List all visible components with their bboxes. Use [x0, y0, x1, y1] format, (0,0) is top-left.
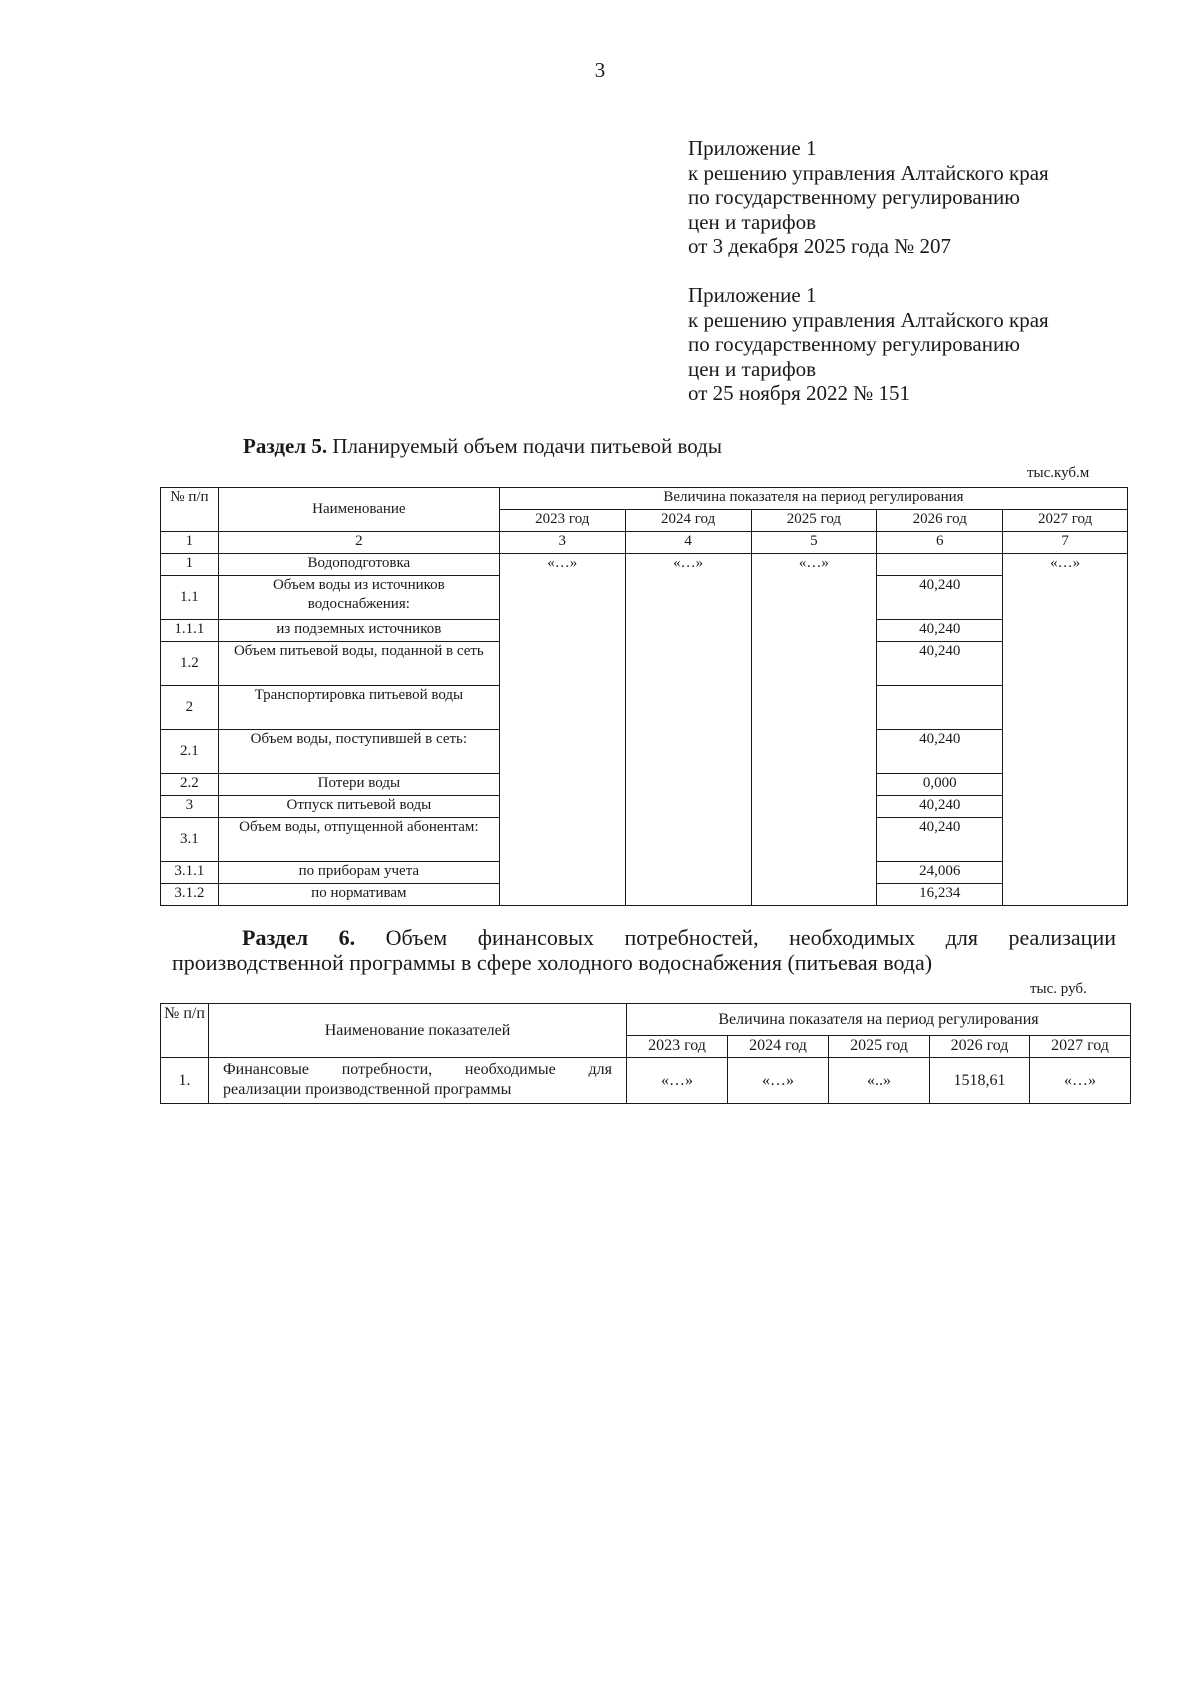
- header-year: 2024 год: [625, 510, 751, 532]
- row-name: Объем воды, отпущенной абонентам:: [218, 818, 499, 862]
- row-num: 2.2: [161, 774, 219, 796]
- section6-unit: тыс. руб.: [1030, 981, 1087, 997]
- appendix-line: к решению управления Алтайского края: [688, 160, 1049, 185]
- section5-title-text: Планируемый объем подачи питьевой воды: [327, 434, 722, 458]
- value-2026: 40,240: [877, 642, 1003, 686]
- header-name: Наименование: [218, 488, 499, 532]
- header-period: Величина показателя на период регулирования: [499, 488, 1127, 510]
- value-2026: 40,240: [877, 576, 1003, 620]
- appendix-line: по государственному регулированию: [688, 185, 1020, 209]
- row-num: 3.1: [161, 818, 219, 862]
- row-num: 3: [161, 796, 219, 818]
- value-2024: «…»: [728, 1058, 829, 1104]
- header-year: 2023 год: [627, 1036, 728, 1058]
- value-2026: 0,000: [877, 774, 1003, 796]
- header-year: 2025 год: [751, 510, 877, 532]
- header-year: 2027 год: [1030, 1036, 1131, 1058]
- header-name: Наименование показателей: [209, 1004, 627, 1058]
- col-number: 6: [877, 532, 1003, 554]
- section5-title-number: Раздел 5.: [243, 434, 328, 458]
- row-num: 3.1.2: [161, 884, 219, 906]
- header-year: 2024 год: [728, 1036, 829, 1058]
- header-year: 2026 год: [930, 1036, 1030, 1058]
- row-name-line: реализации производственной программы: [223, 1081, 512, 1098]
- value-2026: 1518,61: [930, 1058, 1030, 1104]
- row-name: Потери воды: [218, 774, 499, 796]
- table-row: [161, 1058, 1131, 1104]
- appendix-line: Приложение 1: [688, 136, 817, 160]
- row-num: 1: [161, 554, 219, 576]
- section6-title-text: Объем финансовых потребностей, необходимых для реализации: [355, 925, 1116, 950]
- value-2026: 40,240: [877, 730, 1003, 774]
- header-period: Величина показателя на период регулирования: [627, 1004, 1131, 1036]
- row-num: 1.1: [161, 576, 219, 620]
- row-name: [209, 1058, 627, 1104]
- header-year: 2027 год: [1003, 510, 1128, 532]
- value-2026: 24,006: [877, 862, 1003, 884]
- value-2024: «…»: [625, 554, 751, 906]
- row-num: 1.: [161, 1058, 209, 1104]
- row-name-line: Финансовые потребности, необходимые для: [223, 1061, 612, 1078]
- header-num: № п/п: [161, 488, 219, 532]
- col-number: 1: [161, 532, 219, 554]
- value-2026: 40,240: [877, 796, 1003, 818]
- row-name: Водоподготовка: [218, 554, 499, 576]
- value-2025: «…»: [751, 554, 877, 906]
- row-num: 2.1: [161, 730, 219, 774]
- appendix-line: от 25 ноября 2022 № 151: [688, 381, 911, 405]
- header-year: 2025 год: [829, 1036, 930, 1058]
- section5-unit: тыс.куб.м: [1027, 465, 1090, 481]
- section6-title-number: Раздел 6.: [242, 925, 356, 950]
- value-2026: 40,240: [877, 620, 1003, 642]
- col-number: 2: [218, 532, 499, 554]
- row-num: 1.1.1: [161, 620, 219, 642]
- section6-title-text: производственной программы в сфере холодного водоснабжения (питьевая вода): [172, 950, 933, 975]
- value-2023: «…»: [627, 1058, 728, 1104]
- value-2026: [877, 686, 1003, 730]
- col-number: 4: [625, 532, 751, 554]
- row-name: Транспортировка питьевой воды: [218, 686, 499, 730]
- appendix-header-current: [688, 136, 1049, 259]
- row-num: 3.1.1: [161, 862, 219, 884]
- value-2027: «…»: [1003, 554, 1128, 906]
- appendix-line: по государственному регулированию: [688, 332, 1020, 356]
- row-name: Объем воды, поступившей в сеть:: [218, 730, 499, 774]
- row-name: Отпуск питьевой воды: [218, 796, 499, 818]
- header-year: 2026 год: [877, 510, 1003, 532]
- section6-title: [172, 925, 1116, 975]
- section6-table: [160, 1003, 1131, 1104]
- row-name: Объем воды из источников водоснабжения:: [218, 576, 499, 620]
- section5-title: [243, 434, 722, 459]
- appendix-line: цен и тарифов: [688, 209, 817, 234]
- appendix-line: Приложение 1: [688, 283, 817, 307]
- appendix-line: цен и тарифов: [688, 356, 817, 381]
- col-number: 3: [499, 532, 625, 554]
- col-number: 5: [751, 532, 877, 554]
- row-name: по нормативам: [218, 884, 499, 906]
- value-2026: 16,234: [877, 884, 1003, 906]
- appendix-line: к решению управления Алтайского края: [688, 307, 1049, 332]
- header-year: 2023 год: [499, 510, 625, 532]
- row-name: из подземных источников: [218, 620, 499, 642]
- value-2027: «…»: [1030, 1058, 1131, 1104]
- value-2026: 40,240: [877, 818, 1003, 862]
- value-2026: [877, 554, 1003, 576]
- appendix-header-original: [688, 283, 1049, 406]
- page-number: 3: [594, 58, 606, 82]
- section5-table: [160, 487, 1128, 906]
- row-name: по приборам учета: [218, 862, 499, 884]
- value-2025: «..»: [829, 1058, 930, 1104]
- col-number: 7: [1003, 532, 1128, 554]
- table-row: [161, 554, 1128, 576]
- value-2023: «…»: [499, 554, 625, 906]
- row-num: 1.2: [161, 642, 219, 686]
- appendix-line: от 3 декабря 2025 года № 207: [688, 234, 951, 258]
- header-num: № п/п: [161, 1004, 209, 1058]
- row-name: Объем питьевой воды, поданной в сеть: [218, 642, 499, 686]
- row-num: 2: [161, 686, 219, 730]
